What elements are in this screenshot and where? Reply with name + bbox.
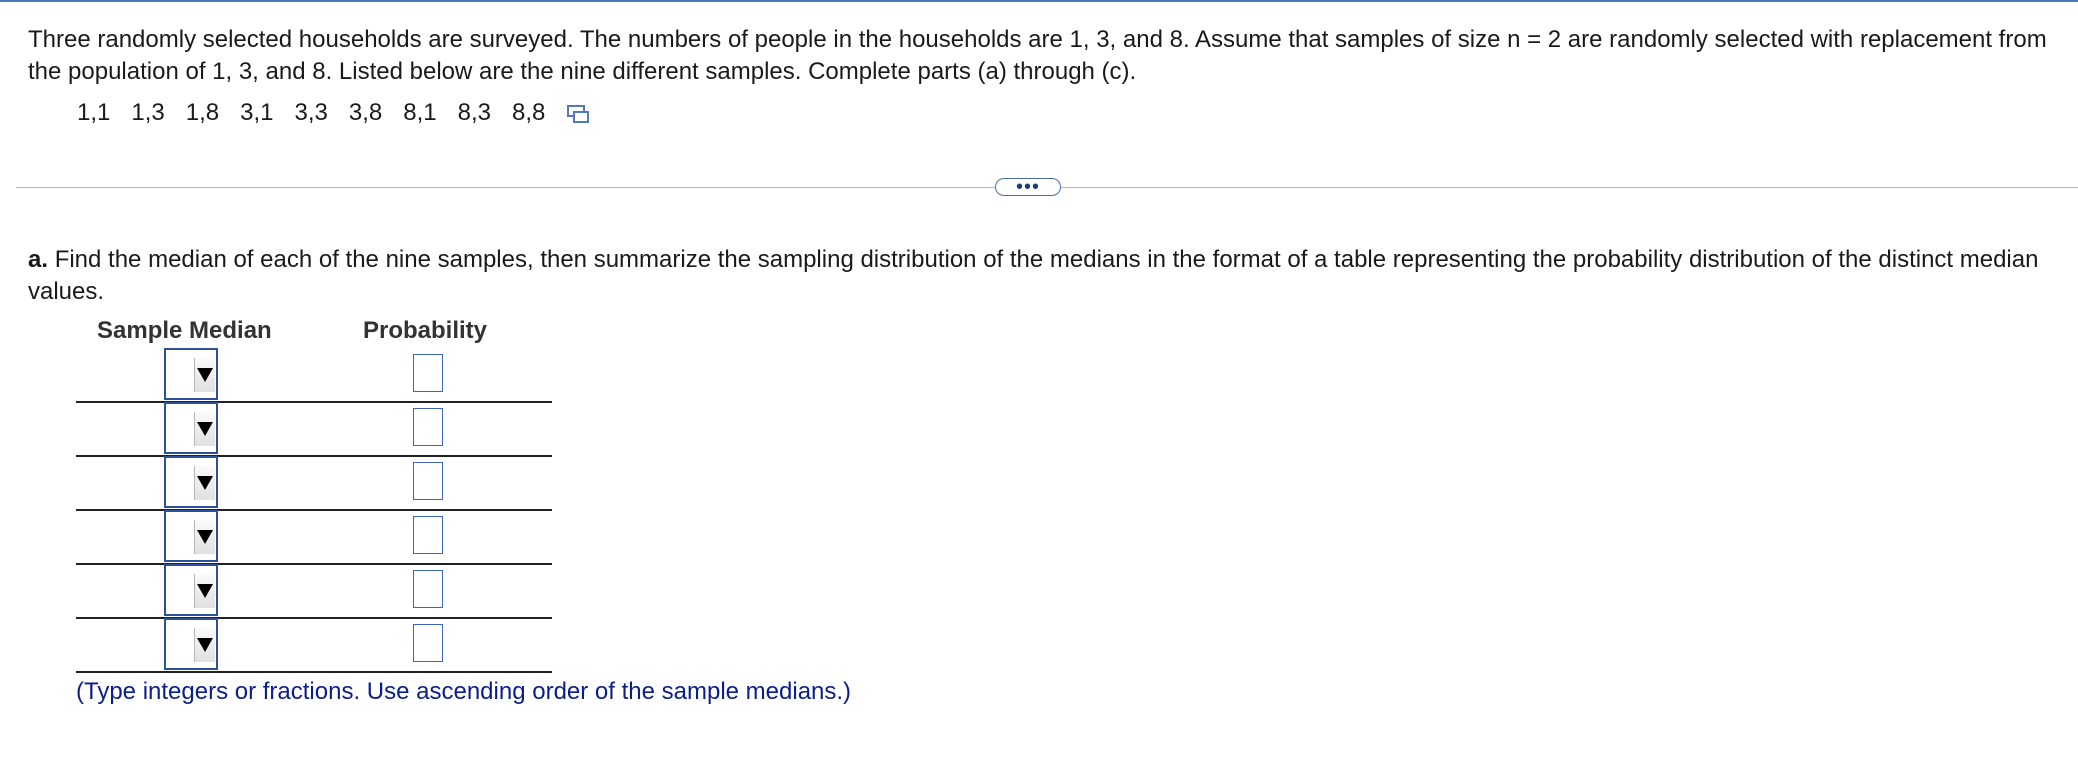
probability-input[interactable]	[413, 624, 443, 662]
sample-median-select[interactable]	[164, 564, 218, 616]
table-row	[76, 511, 552, 565]
dropdown-arrow-icon[interactable]	[194, 520, 215, 554]
dropdown-arrow-icon[interactable]	[194, 466, 215, 500]
probability-input[interactable]	[413, 408, 443, 446]
dropdown-arrow-icon[interactable]	[194, 412, 215, 446]
expand-button[interactable]: •••	[995, 178, 1061, 196]
dropdown-arrow-icon[interactable]	[194, 358, 215, 392]
copy-to-clipboard-icon[interactable]	[566, 102, 590, 124]
column-header-sample-median: Sample Median	[97, 317, 272, 344]
sample-item: 3,8	[348, 99, 383, 126]
probability-distribution-table	[76, 349, 552, 673]
table-row	[76, 349, 552, 403]
samples-list	[77, 97, 590, 129]
table-row	[76, 403, 552, 457]
sample-item: 8,8	[512, 99, 546, 126]
probability-input[interactable]	[413, 570, 443, 608]
sample-median-select[interactable]	[164, 402, 218, 454]
question-text: Three randomly selected households are surveyed. The numbers of people in the households are 1, 3, and 8. Assume that samples of size n = 2 are randomly selected with replacement from the population of 1, 3, and 8. Listed below are the nine different samples. Complete parts (a) through (c).	[28, 26, 2047, 85]
sample-median-select[interactable]	[164, 348, 218, 400]
table-row	[76, 565, 552, 619]
top-rule	[0, 0, 2078, 2]
sample-item: 3,3	[294, 99, 328, 126]
sample-median-select[interactable]	[164, 456, 218, 508]
answer-hint: (Type integers or fractions. Use ascending order of the sample medians.)	[76, 678, 852, 705]
sample-item: 3,1	[240, 99, 274, 126]
sample-item: 8,3	[457, 99, 491, 126]
part-a-label: a.	[28, 246, 49, 273]
column-header-probability: Probability	[363, 317, 488, 344]
dropdown-arrow-icon[interactable]	[194, 574, 215, 608]
sample-median-select[interactable]	[164, 510, 218, 562]
probability-input[interactable]	[413, 516, 443, 554]
part-a-prompt	[28, 244, 2058, 308]
sample-item: 1,3	[131, 99, 165, 126]
probability-input[interactable]	[413, 462, 443, 500]
sample-item: 1,8	[185, 99, 220, 126]
sample-median-select[interactable]	[164, 618, 218, 670]
sample-item: 8,1	[403, 99, 437, 126]
probability-input[interactable]	[413, 354, 443, 392]
sample-item: 1,1	[77, 99, 111, 126]
table-row	[76, 619, 552, 673]
table-row	[76, 457, 552, 511]
dropdown-arrow-icon[interactable]	[194, 628, 215, 662]
part-a-text: Find the median of each of the nine samples, then summarize the sampling distribution of the medians in the format of a table representing the probability distribution of the distinct median values.	[28, 246, 2039, 305]
